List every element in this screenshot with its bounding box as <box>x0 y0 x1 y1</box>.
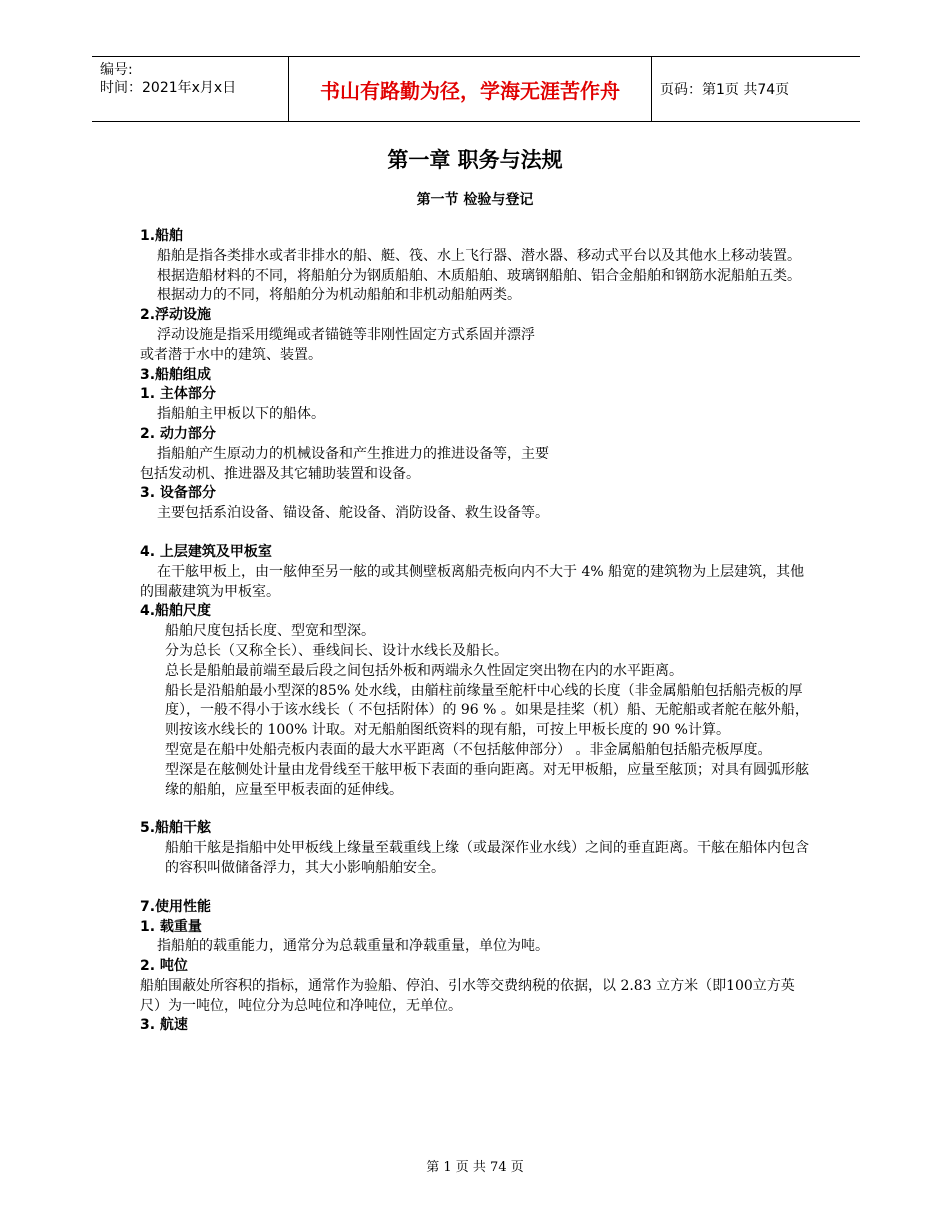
header-motto: 书山有路勤为径，学海无涯苦作舟 <box>288 57 652 121</box>
paragraph: 型深是在舷侧处计量由龙骨线至干舷甲板下表面的垂向距离。对无甲板船，应量至舷顶；对具有圆弧形舷缘的船舶，应量至甲板表面的延伸线。 <box>165 761 809 798</box>
spacer <box>140 524 812 543</box>
section-heading: 2.浮动设施 <box>140 307 212 324</box>
paragraph: 总长是船舶最前端至最后段之间包括外板和两端永久性固定突出物在内的水平距离。 <box>165 662 683 679</box>
paragraph: 主要包括系泊设备、锚设备、舵设备、消防设备、救生设备等。 <box>157 505 549 522</box>
document-number-label: 编号: <box>100 62 133 78</box>
chapter-title: 第一章 职务与法规 <box>387 148 563 172</box>
section-heading: 4. 上层建筑及甲板室 <box>140 543 272 560</box>
paragraph: 船舶围蔽处所容积的指标，通常作为验船、停泊、引水等交费纳税的依据，以 2.83 立方米（即100立方英尺）为一吨位，吨位分为总吨位和净吨位，无单位。 <box>140 977 795 1014</box>
section-heading: 5.船舶干舷 <box>140 820 212 837</box>
paragraph: 浮动设施是指采用缆绳或者锚链等非刚性固定方式系固并漂浮 <box>157 326 535 343</box>
paragraph: 船长是沿船舶最小型深的85% 处水线，由艏柱前缘量至舵杆中心线的长度（非金属船舶包括船壳板的厚度），一般不得小于该水线长（ 不包括附体）的 96 % 。如果是挂桨（机）船、无舵船或者舵在舷外船，则按该水线长的 100% 计取。对无船舶图纸资料的现有船，可按上甲板长度的 90 %计算。 <box>165 682 809 739</box>
section-title: 第一节 检验与登记 <box>416 192 534 208</box>
subsection-heading: 1. 载重量 <box>140 918 202 935</box>
section-heading: 7.使用性能 <box>140 898 212 915</box>
paragraph: 指船舶产生原动力的机械设备和产生推进力的推进设备等，主要 <box>157 445 549 462</box>
section-heading: 1.船舶 <box>140 228 184 244</box>
paragraph: 船舶尺度包括长度、型宽和型深。 <box>165 623 375 640</box>
subsection-heading: 2. 吨位 <box>140 958 188 975</box>
paragraph: 根据动力的不同，将船舶分为机动船舶和非机动船舶两类。 <box>157 287 521 304</box>
spacer <box>140 879 812 898</box>
page-footer: 第 1 页 共 74 页 <box>426 1160 524 1175</box>
paragraph: 指船舶的载重能力，通常分为总载重量和净载重量，单位为吨。 <box>157 938 549 955</box>
paragraph: 根据造船材料的不同，将船舶分为钢质船舶、木质船舶、玻璃钢船舶、铝合金船舶和钢筋水泥船舶五类。 <box>157 267 801 284</box>
freeboard-definition <box>140 839 812 879</box>
subsection-heading: 1. 主体部分 <box>140 386 216 403</box>
paragraph: 分为总长（又称全长）、垂线间长、设计水线长及船长。 <box>165 642 508 659</box>
subsection-heading: 2. 动力部分 <box>140 425 216 442</box>
spacer <box>140 800 812 819</box>
header-meta <box>92 57 288 121</box>
section-heading: 3.船舶组成 <box>140 366 212 383</box>
page-header <box>92 56 860 122</box>
paragraph: 在干舷甲板上，由一舷伸至另一舷的或其侧壁板离船壳板向内不大于 4% 船宽的建筑物为上层建筑，其他的围蔽建筑为甲板室。 <box>140 563 805 600</box>
paragraph: 指船舶主甲板以下的船体。 <box>157 406 325 423</box>
dimension-definitions <box>140 622 812 800</box>
paragraph: 包括发动机、推进器及其它辅助装置和设备。 <box>140 465 420 482</box>
document-date: 时间：2021年x月x日 <box>100 80 237 96</box>
paragraph: 船舶是指各类排水或者非排水的船、艇、筏、水上飞行器、潜水器、移动式平台以及其他水上移动装置。 <box>157 247 801 264</box>
paragraph: 型宽是在船中处船壳板内表面的最大水平距离（不包括舷伸部分） 。非金属船舶包括船壳板厚度。 <box>165 741 772 758</box>
subsection-heading: 3. 航速 <box>140 1017 188 1034</box>
paragraph: 或者潜于水中的建筑、装置。 <box>140 346 322 363</box>
header-page-info: 页码：第1页 共74页 <box>660 82 790 98</box>
document-body <box>140 227 812 1036</box>
section-heading: 4.船舶尺度 <box>140 603 212 620</box>
paragraph: 船舶干舷是指船中处甲板线上缘量至载重线上缘（或最深作业水线）之间的垂直距离。干舷在船体内包含的容积叫做储备浮力，其大小影响船舶安全。 <box>165 840 809 876</box>
subsection-heading: 3. 设备部分 <box>140 485 216 502</box>
